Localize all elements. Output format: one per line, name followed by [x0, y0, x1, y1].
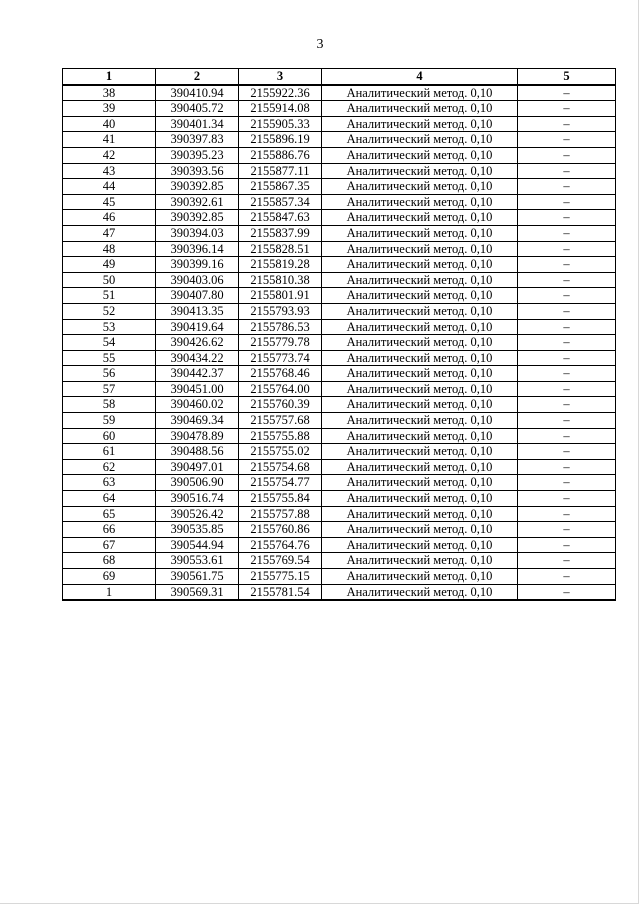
method-cell: Аналитический метод. 0,10: [322, 163, 518, 179]
method-cell: Аналитический метод. 0,10: [322, 85, 518, 101]
x-coordinate-cell: 390526.42: [156, 506, 239, 522]
method-cell: Аналитический метод. 0,10: [322, 101, 518, 117]
point-number-cell: 61: [63, 444, 156, 460]
table-row: [63, 210, 616, 226]
x-coordinate-cell: 390397.83: [156, 132, 239, 148]
x-coordinate-cell: 390396.14: [156, 241, 239, 257]
note-cell: –: [518, 475, 616, 491]
point-number-cell: 56: [63, 366, 156, 382]
table-row: [63, 381, 616, 397]
x-coordinate-cell: 390407.80: [156, 288, 239, 304]
table-row: [63, 147, 616, 163]
y-coordinate-cell: 2155755.02: [239, 444, 322, 460]
table-row: [63, 241, 616, 257]
y-coordinate-cell: 2155786.53: [239, 319, 322, 335]
y-coordinate-cell: 2155755.88: [239, 428, 322, 444]
table-row: [63, 132, 616, 148]
point-number-cell: 45: [63, 194, 156, 210]
y-coordinate-cell: 2155755.84: [239, 491, 322, 507]
table-row: [63, 584, 616, 600]
x-coordinate-cell: 390410.94: [156, 85, 239, 101]
note-cell: –: [518, 397, 616, 413]
table-row: [63, 366, 616, 382]
point-number-cell: 47: [63, 225, 156, 241]
table-row: [63, 288, 616, 304]
table-row: [63, 444, 616, 460]
method-cell: Аналитический метод. 0,10: [322, 179, 518, 195]
y-coordinate-cell: 2155922.36: [239, 85, 322, 101]
table-row: [63, 194, 616, 210]
note-cell: –: [518, 194, 616, 210]
y-coordinate-cell: 2155757.88: [239, 506, 322, 522]
x-coordinate-cell: 390393.56: [156, 163, 239, 179]
method-cell: Аналитический метод. 0,10: [322, 272, 518, 288]
method-cell: Аналитический метод. 0,10: [322, 147, 518, 163]
method-cell: Аналитический метод. 0,10: [322, 444, 518, 460]
x-coordinate-cell: 390469.34: [156, 413, 239, 429]
point-number-cell: 53: [63, 319, 156, 335]
table-row: [63, 491, 616, 507]
column-header-1: 1: [63, 69, 156, 85]
method-cell: Аналитический метод. 0,10: [322, 132, 518, 148]
y-coordinate-cell: 2155768.46: [239, 366, 322, 382]
note-cell: –: [518, 335, 616, 351]
method-cell: Аналитический метод. 0,10: [322, 225, 518, 241]
y-coordinate-cell: 2155905.33: [239, 116, 322, 132]
method-cell: Аналитический метод. 0,10: [322, 522, 518, 538]
x-coordinate-cell: 390561.75: [156, 569, 239, 585]
table-row: [63, 459, 616, 475]
point-number-cell: 1: [63, 584, 156, 600]
point-number-cell: 40: [63, 116, 156, 132]
x-coordinate-cell: 390516.74: [156, 491, 239, 507]
note-cell: –: [518, 569, 616, 585]
point-number-cell: 62: [63, 459, 156, 475]
x-coordinate-cell: 390569.31: [156, 584, 239, 600]
point-number-cell: 64: [63, 491, 156, 507]
note-cell: –: [518, 210, 616, 226]
table-row: [63, 569, 616, 585]
x-coordinate-cell: 390395.23: [156, 147, 239, 163]
note-cell: –: [518, 272, 616, 288]
method-cell: Аналитический метод. 0,10: [322, 491, 518, 507]
x-coordinate-cell: 390392.61: [156, 194, 239, 210]
note-cell: –: [518, 147, 616, 163]
y-coordinate-cell: 2155886.76: [239, 147, 322, 163]
note-cell: –: [518, 257, 616, 273]
y-coordinate-cell: 2155847.63: [239, 210, 322, 226]
point-number-cell: 49: [63, 257, 156, 273]
method-cell: Аналитический метод. 0,10: [322, 537, 518, 553]
table-row: [63, 413, 616, 429]
x-coordinate-cell: 390535.85: [156, 522, 239, 538]
y-coordinate-cell: 2155769.54: [239, 553, 322, 569]
table-row: [63, 303, 616, 319]
point-number-cell: 39: [63, 101, 156, 117]
y-coordinate-cell: 2155828.51: [239, 241, 322, 257]
x-coordinate-cell: 390442.37: [156, 366, 239, 382]
x-coordinate-cell: 390392.85: [156, 210, 239, 226]
table-row: [63, 553, 616, 569]
table-row: [63, 397, 616, 413]
table-row: [63, 272, 616, 288]
method-cell: Аналитический метод. 0,10: [322, 413, 518, 429]
y-coordinate-cell: 2155801.91: [239, 288, 322, 304]
y-coordinate-cell: 2155764.76: [239, 537, 322, 553]
x-coordinate-cell: 390413.35: [156, 303, 239, 319]
note-cell: –: [518, 350, 616, 366]
y-coordinate-cell: 2155775.15: [239, 569, 322, 585]
table-row: [63, 537, 616, 553]
note-cell: –: [518, 241, 616, 257]
note-cell: –: [518, 584, 616, 600]
x-coordinate-cell: 390394.03: [156, 225, 239, 241]
note-cell: –: [518, 506, 616, 522]
y-coordinate-cell: 2155877.11: [239, 163, 322, 179]
point-number-cell: 57: [63, 381, 156, 397]
method-cell: Аналитический метод. 0,10: [322, 475, 518, 491]
method-cell: Аналитический метод. 0,10: [322, 569, 518, 585]
y-coordinate-cell: 2155773.74: [239, 350, 322, 366]
note-cell: –: [518, 491, 616, 507]
x-coordinate-cell: 390392.85: [156, 179, 239, 195]
y-coordinate-cell: 2155819.28: [239, 257, 322, 273]
note-cell: –: [518, 132, 616, 148]
table-row: [63, 350, 616, 366]
note-cell: –: [518, 381, 616, 397]
column-header-3: 3: [239, 69, 322, 85]
x-coordinate-cell: 390401.34: [156, 116, 239, 132]
point-number-cell: 44: [63, 179, 156, 195]
point-number-cell: 58: [63, 397, 156, 413]
point-number-cell: 68: [63, 553, 156, 569]
table-row: [63, 506, 616, 522]
table-row: [63, 319, 616, 335]
method-cell: Аналитический метод. 0,10: [322, 303, 518, 319]
point-number-cell: 46: [63, 210, 156, 226]
method-cell: Аналитический метод. 0,10: [322, 257, 518, 273]
x-coordinate-cell: 390451.00: [156, 381, 239, 397]
point-number-cell: 69: [63, 569, 156, 585]
x-coordinate-cell: 390488.56: [156, 444, 239, 460]
x-coordinate-cell: 390419.64: [156, 319, 239, 335]
method-cell: Аналитический метод. 0,10: [322, 381, 518, 397]
note-cell: –: [518, 444, 616, 460]
method-cell: Аналитический метод. 0,10: [322, 459, 518, 475]
y-coordinate-cell: 2155760.86: [239, 522, 322, 538]
column-header-4: 4: [322, 69, 518, 85]
table-header-row: [63, 69, 616, 85]
note-cell: –: [518, 459, 616, 475]
table-row: [63, 163, 616, 179]
y-coordinate-cell: 2155914.08: [239, 101, 322, 117]
y-coordinate-cell: 2155837.99: [239, 225, 322, 241]
table-row: [63, 225, 616, 241]
note-cell: –: [518, 553, 616, 569]
point-number-cell: 43: [63, 163, 156, 179]
method-cell: Аналитический метод. 0,10: [322, 241, 518, 257]
note-cell: –: [518, 522, 616, 538]
note-cell: –: [518, 225, 616, 241]
note-cell: –: [518, 428, 616, 444]
y-coordinate-cell: 2155779.78: [239, 335, 322, 351]
table-row: [63, 101, 616, 117]
table-row: [63, 522, 616, 538]
table-row: [63, 116, 616, 132]
method-cell: Аналитический метод. 0,10: [322, 366, 518, 382]
y-coordinate-cell: 2155764.00: [239, 381, 322, 397]
x-coordinate-cell: 390426.62: [156, 335, 239, 351]
note-cell: –: [518, 163, 616, 179]
point-number-cell: 60: [63, 428, 156, 444]
note-cell: –: [518, 319, 616, 335]
column-header-2: 2: [156, 69, 239, 85]
method-cell: Аналитический метод. 0,10: [322, 116, 518, 132]
y-coordinate-cell: 2155754.77: [239, 475, 322, 491]
method-cell: Аналитический метод. 0,10: [322, 350, 518, 366]
x-coordinate-cell: 390497.01: [156, 459, 239, 475]
note-cell: –: [518, 116, 616, 132]
y-coordinate-cell: 2155754.68: [239, 459, 322, 475]
y-coordinate-cell: 2155857.34: [239, 194, 322, 210]
coordinates-table: [62, 68, 616, 601]
point-number-cell: 67: [63, 537, 156, 553]
y-coordinate-cell: 2155793.93: [239, 303, 322, 319]
x-coordinate-cell: 390553.61: [156, 553, 239, 569]
method-cell: Аналитический метод. 0,10: [322, 335, 518, 351]
point-number-cell: 48: [63, 241, 156, 257]
y-coordinate-cell: 2155760.39: [239, 397, 322, 413]
point-number-cell: 41: [63, 132, 156, 148]
note-cell: –: [518, 413, 616, 429]
column-header-5: 5: [518, 69, 616, 85]
note-cell: –: [518, 85, 616, 101]
y-coordinate-cell: 2155810.38: [239, 272, 322, 288]
page-number: 3: [316, 37, 324, 52]
method-cell: Аналитический метод. 0,10: [322, 506, 518, 522]
x-coordinate-cell: 390460.02: [156, 397, 239, 413]
table-row: [63, 428, 616, 444]
y-coordinate-cell: 2155896.19: [239, 132, 322, 148]
method-cell: Аналитический метод. 0,10: [322, 428, 518, 444]
point-number-cell: 42: [63, 147, 156, 163]
point-number-cell: 55: [63, 350, 156, 366]
point-number-cell: 65: [63, 506, 156, 522]
x-coordinate-cell: 390544.94: [156, 537, 239, 553]
note-cell: –: [518, 537, 616, 553]
table-row: [63, 179, 616, 195]
note-cell: –: [518, 303, 616, 319]
x-coordinate-cell: 390403.06: [156, 272, 239, 288]
note-cell: –: [518, 101, 616, 117]
method-cell: Аналитический метод. 0,10: [322, 553, 518, 569]
y-coordinate-cell: 2155781.54: [239, 584, 322, 600]
method-cell: Аналитический метод. 0,10: [322, 584, 518, 600]
method-cell: Аналитический метод. 0,10: [322, 210, 518, 226]
point-number-cell: 63: [63, 475, 156, 491]
table-row: [63, 257, 616, 273]
point-number-cell: 38: [63, 85, 156, 101]
y-coordinate-cell: 2155867.35: [239, 179, 322, 195]
x-coordinate-cell: 390405.72: [156, 101, 239, 117]
x-coordinate-cell: 390399.16: [156, 257, 239, 273]
note-cell: –: [518, 288, 616, 304]
note-cell: –: [518, 366, 616, 382]
x-coordinate-cell: 390434.22: [156, 350, 239, 366]
table-row: [63, 475, 616, 491]
method-cell: Аналитический метод. 0,10: [322, 288, 518, 304]
point-number-cell: 54: [63, 335, 156, 351]
y-coordinate-cell: 2155757.68: [239, 413, 322, 429]
note-cell: –: [518, 179, 616, 195]
method-cell: Аналитический метод. 0,10: [322, 397, 518, 413]
method-cell: Аналитический метод. 0,10: [322, 319, 518, 335]
table-row: [63, 335, 616, 351]
point-number-cell: 50: [63, 272, 156, 288]
method-cell: Аналитический метод. 0,10: [322, 194, 518, 210]
point-number-cell: 52: [63, 303, 156, 319]
table-row: [63, 85, 616, 101]
x-coordinate-cell: 390506.90: [156, 475, 239, 491]
point-number-cell: 59: [63, 413, 156, 429]
table-body: [63, 85, 616, 601]
point-number-cell: 51: [63, 288, 156, 304]
point-number-cell: 66: [63, 522, 156, 538]
x-coordinate-cell: 390478.89: [156, 428, 239, 444]
